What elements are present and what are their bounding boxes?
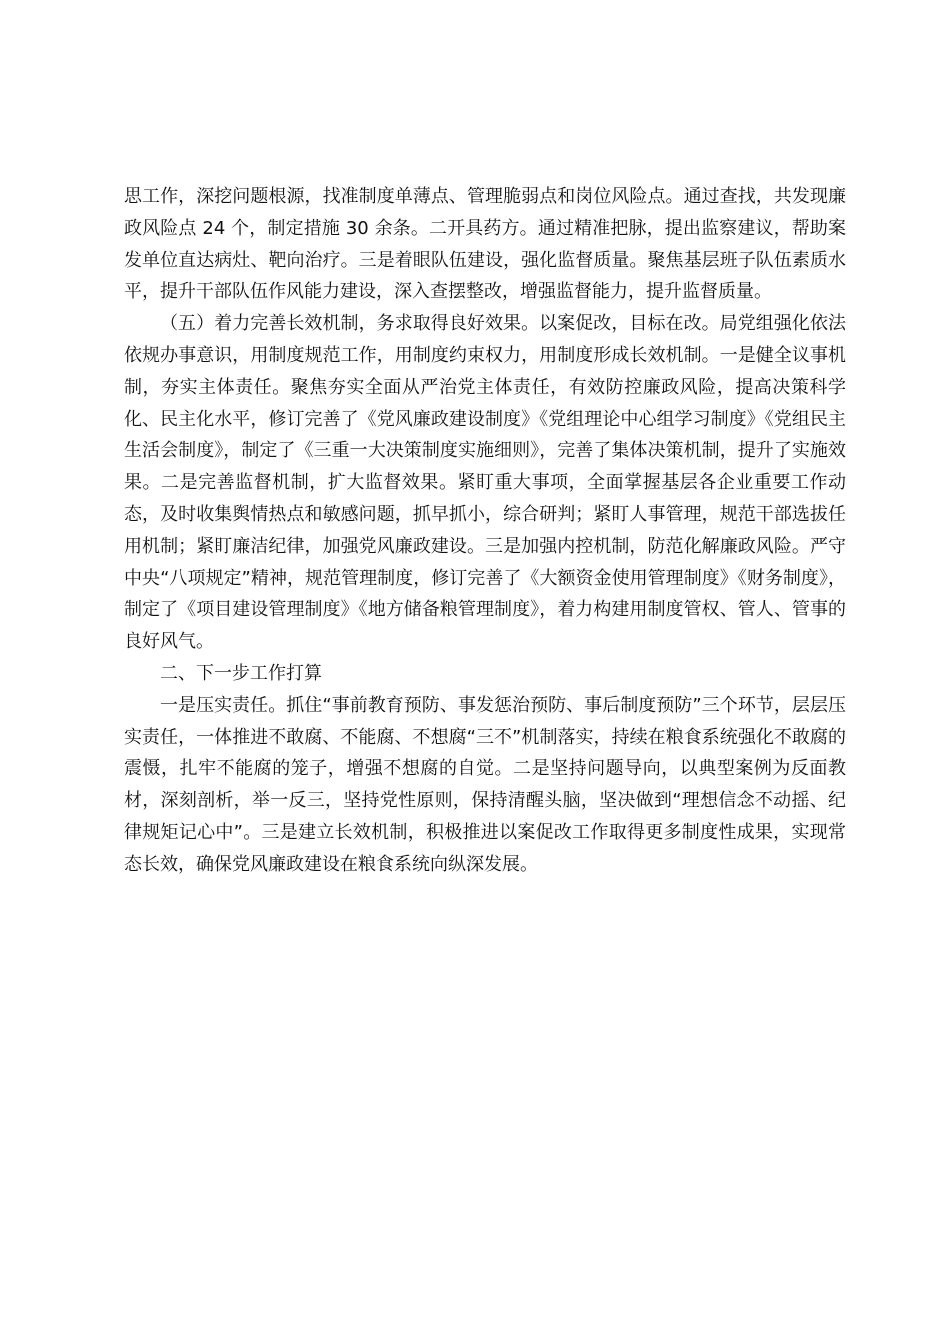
paragraph-section-five: （五）着力完善长效机制，务求取得良好效果。以案促改，目标在改。局党组强化依法依规办事意识，用制度规范工作，用制度约束权力，用制度形成长效机制。一是健全议事机制，夯实主体责任。聚焦夯实全面从严治党主体责任，有效防控廉政风险，提高决策科学化、民主化水平，修订完善了《党风廉政建设制度》《党组理论中心组学习制度》《党组民主生活会制度》，制定了《三重一大决策制度实施细则》，完善了集体决策机制，提升了实施效果。二是完善监督机制，扩大监督效果。紧盯重大事项，全面掌握基层各企业重要工作动态，及时收集舆情热点和敏感问题，抓早抓小，综合研判；紧盯人事管理，规范干部选拔任用机制；紧盯廉洁纪律，加强党风廉政建设。三是加强内控机制，防范化解廉政风险。严守中央“八项规定”精神，规范管理制度，修订完善了《大额资金使用管理制度》《财务制度》，制定了《项目建设管理制度》《地方储备粮管理制度》，着力构建用制度管权、管人、管事的良好风气。	[124, 313, 846, 653]
paragraph-continuation: 思工作，深挖问题根源，找准制度单薄点、管理脆弱点和岗位风险点。通过查找，共发现廉政风险点 24 个，制定措施 30 余条。二开具药方。通过精准把脉，提出监察建议，帮助案发单位直达病灶、靶向治疗。三是着眼队伍建设，强化监督质量。聚焦基层班子队伍素质水平，提升干部队伍作风能力建设，深入查摆整改，增强监督能力，提升监督质量。	[124, 186, 846, 303]
section-heading-next-steps: 二、下一步工作打算	[160, 662, 322, 684]
paragraph-next-steps: 一是压实责任。抓住“事前教育预防、事发惩治预防、事后制度预防”三个环节，层层压实责任，一体推进不敢腐、不能腐、不想腐“三不”机制落实，持续在粮食系统强化不敢腐的震慑，扎牢不能腐的笼子，增强不想腐的自觉。二是坚持问题导向，以典型案例为反面教材，深刻剖析，举一反三，坚持党性原则，保持清醒头脑，坚决做到“理想信念不动摇、纪律规矩记心中”。三是建立长效机制，积极推进以案促改工作取得更多制度性成果，实现常态长效，确保党风廉政建设在粮食系统向纵深发展。	[124, 694, 846, 875]
document-page	[124, 181, 846, 881]
